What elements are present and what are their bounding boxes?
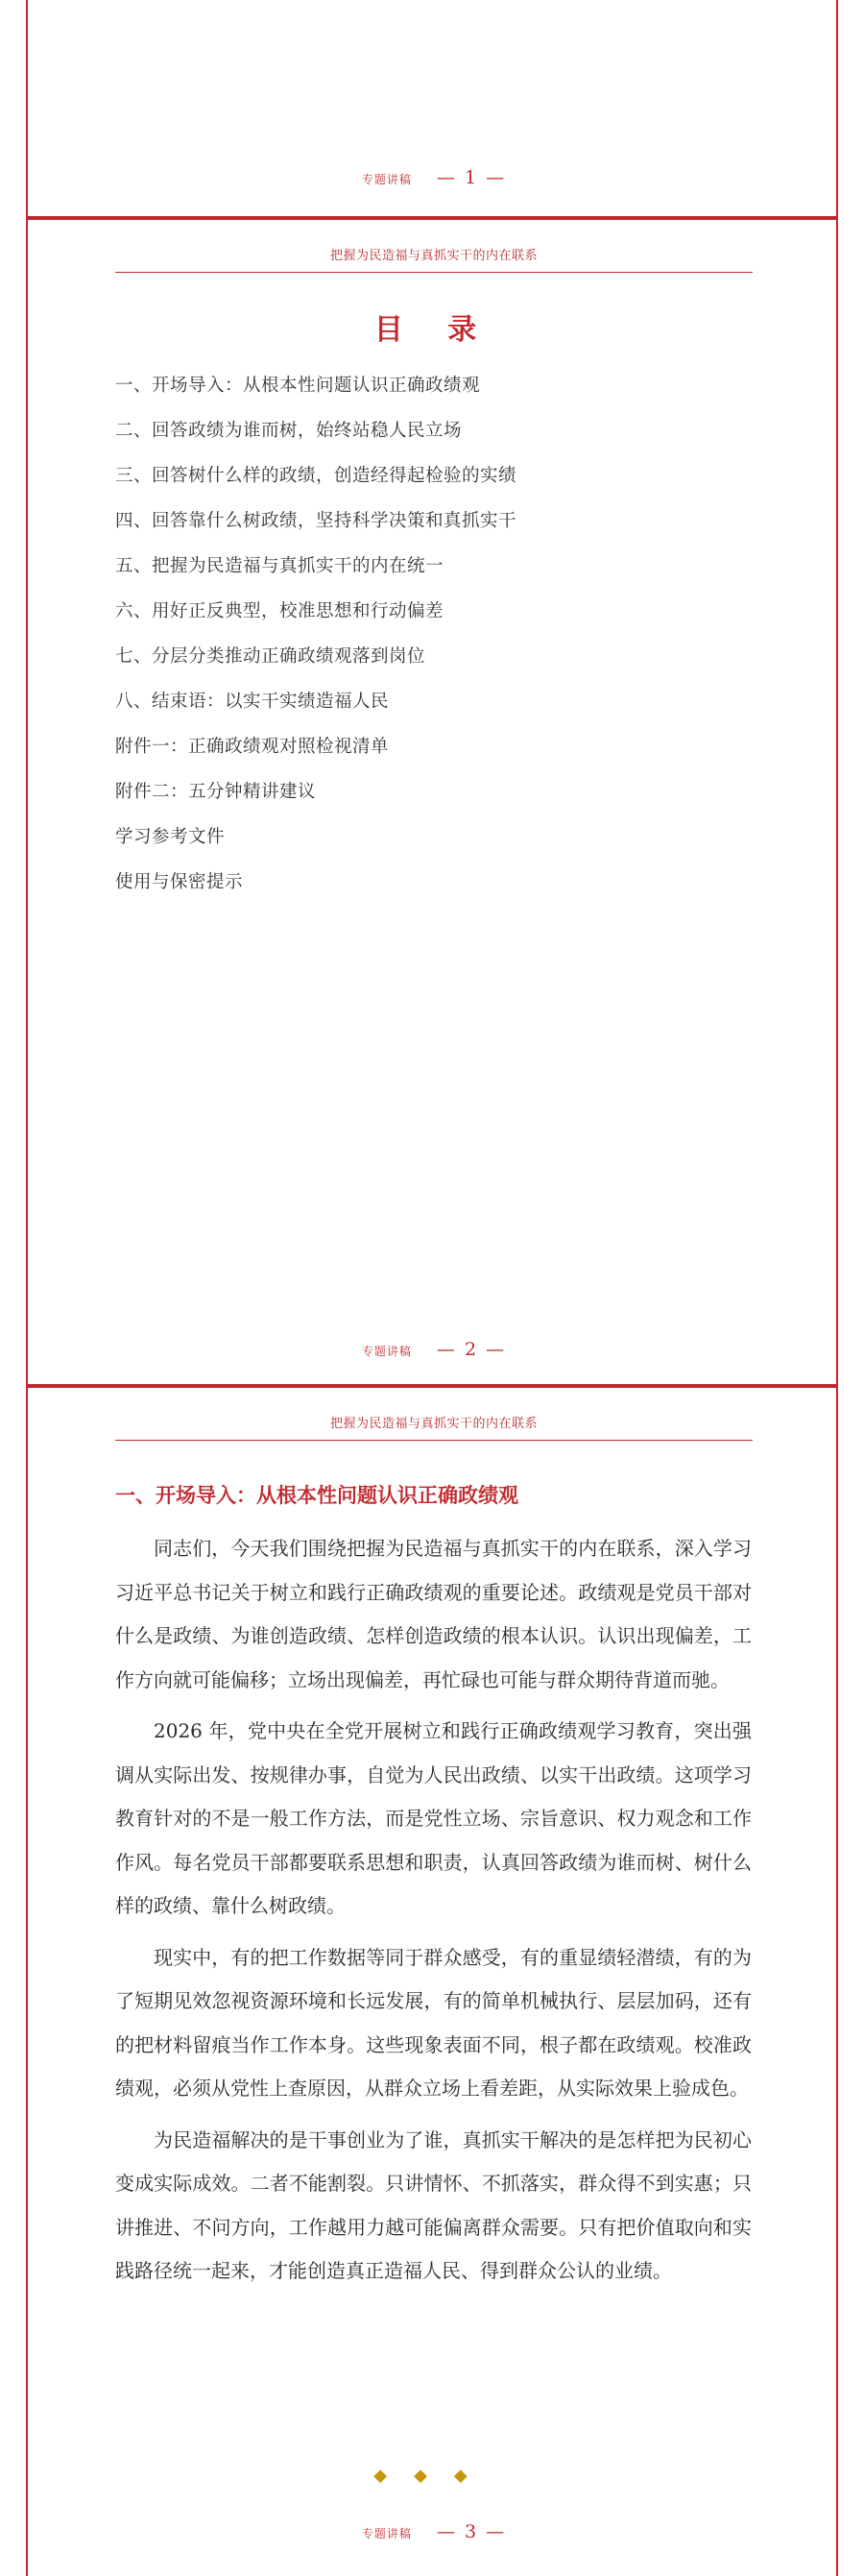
paragraph: 同志们，今天我们围绕把握为民造福与真抓实干的内在联系，深入学习习近平总书记关于树立和践行正确政绩观的重要论述。政绩观是党员干部对什么是政绩、为谁创造政绩、怎样创造政绩的根本认识。认识出现偏差，工作方向就可能偏移；立场出现偏差，再忙碌也可能与群众期待背道而驰。 [115, 1537, 752, 1691]
header-title: 把握为民造福与真抓实干的内在联系 [329, 249, 538, 263]
page-header [115, 1413, 753, 1441]
toc-item[interactable]: 附件二：五分钟精讲建议 [115, 782, 317, 802]
footer-label: 专题讲稿 [361, 1345, 412, 1358]
page-header [115, 245, 753, 273]
diamond-ornament: ◆◆◆ [373, 2466, 494, 2486]
toc-item[interactable]: 八、结束语：以实干实绩造福人民 [115, 692, 390, 712]
footer-label: 专题讲稿 [361, 173, 412, 186]
toc-list [115, 363, 753, 905]
page-2 [26, 220, 838, 1384]
paragraph: 现实中，有的把工作数据等同于群众感受，有的重显绩轻潜绩，有的为了短期见效忽视资源环境和长远发展，有的简单机械执行、层层加码，还有的把材料留痕当作工作本身。这些现象表面不同，根子都在政绩观。校准政绩观，必须从党性上查原因，从群众立场上看差距，从实际效果上验成色。 [115, 1945, 752, 2100]
section-body [115, 1527, 752, 2301]
header-rule [115, 272, 753, 273]
toc-item[interactable]: 七、分层分类推动正确政绩观落到岗位 [115, 646, 426, 667]
toc-item[interactable]: 四、回答靠什么树政绩，坚持科学决策和真抓实干 [115, 511, 517, 531]
paragraph: 为民造福解决的是干事创业为了谁，真抓实干解决的是怎样把为民初心变成实际成效。二者不能割裂。只讲情怀、不抓落实，群众得不到实惠；只讲推进、不问方向，工作越用力越可能偏离群众需要。只有把价值取向和实践路径统一起来，才能创造真正造福人民、得到群众公认的业绩。 [115, 2127, 752, 2282]
toc-item[interactable]: 三、回答树什么样的政绩，创造经得起检验的实绩 [115, 466, 517, 486]
header-rule [115, 1440, 753, 1441]
section-heading: 一、开场导入：从根本性问题认识正确政绩观 [115, 1484, 518, 1507]
toc-item[interactable]: 二、回答政绩为谁而树，始终站稳人民立场 [115, 421, 463, 441]
toc-item[interactable]: 一、开场导入：从根本性问题认识正确政绩观 [115, 376, 481, 396]
page-footer [28, 1339, 840, 1360]
toc-item[interactable]: 附件一：正确政绩观对照检视清单 [115, 737, 390, 757]
toc-item[interactable]: 六、用好正反典型，校准思想和行动偏差 [115, 601, 444, 621]
toc-title: 目 录 [373, 313, 494, 347]
page-number: — 3 — [436, 2521, 507, 2542]
page-number: — 1 — [436, 167, 507, 188]
toc-item[interactable]: 学习参考文件 [115, 827, 226, 847]
page-3 [26, 1388, 838, 2576]
toc-item[interactable]: 五、把握为民造福与真抓实干的内在统一 [115, 556, 444, 576]
page-footer [28, 2521, 840, 2542]
header-title: 把握为民造福与真抓实干的内在联系 [329, 1417, 538, 1431]
footer-label: 专题讲稿 [361, 2527, 412, 2540]
page-1 [26, 0, 838, 216]
paragraph: 2026 年，党中央在全党开展树立和践行正确政绩观学习教育，突出强调从实际出发、按规律办事，自觉为人民出政绩、以实干出政绩。这项学习教育针对的不是一般工作方法，而是党性立场、宗旨意识、权力观念和工作作风。每名党员干部都要联系思想和职责，认真回答政绩为谁而树、树什么样的政绩、靠什么树政绩。 [115, 1719, 752, 1917]
page-number: — 2 — [436, 1339, 507, 1360]
page-footer [28, 167, 840, 188]
toc-item[interactable]: 使用与保密提示 [115, 872, 244, 892]
